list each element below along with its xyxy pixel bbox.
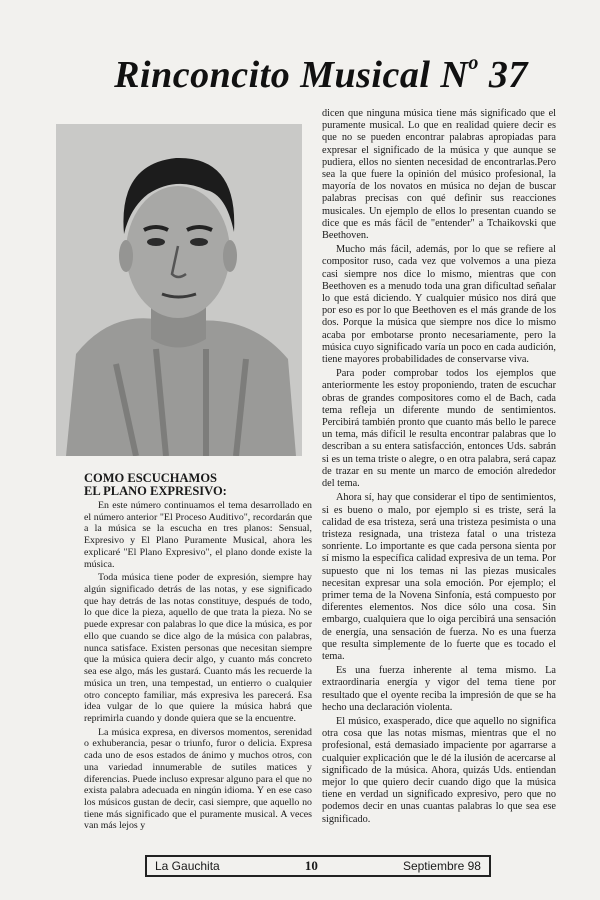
article-column-right — [322, 108, 556, 826]
paragraph: Para poder comprobar todos los ejemplos que anteriormente les estoy proponiendo, traten de escuchar obras de grandes compositores como el de Bach, cada tema refleja un diferente mundo de sentimientos. Percibirá también pronto que cuanto más bello le parece un tema, más difícil le resulta encontrar palabras que lo describan a su entera satisfacción, entonces Uds. sabrán si es un tema triste o alegre, o en otra palabra, será capaz de trazar en su mente un marco de emoción alrededor del tema. — [322, 368, 556, 490]
paragraph: La música expresa, en diversos momentos, serenidad o exhuberancia, pesar o triunfo, furor o delicia. Expresa cada uno de esos estados de ánimo y muchos otros, con una variedad innumerable de sutiles matices y diferencias. Puede incluso expresar alguno para el que no exista palabra adecuada en ningún idioma. Y en ese caso los músicos gustan de decir, casi siempre, que aquello no tiene más significado que el puramente musical. A veces van más lejos y — [84, 726, 312, 832]
issue-date: Septiembre 98 — [402, 859, 481, 873]
page-title: Rinconcito Musical $N^o$ 37 — [114, 52, 528, 96]
paragraph: Mucho más fácil, además, por lo que se refiere al compositor ruso, cada vez que volvemos a una pieza casi siempre nos dice lo mismo, mientras que con Beethoven es a menudo toda una gran dificultad señalar lo que está diciendo. Y cualquier músico nos dirá que por eso es por lo que Beethoven es el más grande de los dos. Porque la música que siempre nos dice lo mismo acaba por embotarse pronto necesariamente, pero la música cuyo significado varía un poco en cada audición, tiene mayores probabilidades de conservarse viva. — [322, 244, 556, 366]
paragraph: El músico, exasperado, dice que aquello no significa otra cosa que las notas mismas, mientras que el no profesional, está demasiado impaciente por agarrarse a cualquier explicación que le dé la ilusión de acercarse al significado de la música. Ahora, quizás Uds. entiendan mejor lo que quiero decir cuando digo que la música tiene en verdad un significado expresivo, pero que no podemos decir en unas cuantas palabras lo que sea ese significado. — [322, 715, 556, 825]
article-heading: COMO ESCUCHAMOS EL PLANO EXPRESIVO: — [84, 471, 227, 498]
page-footer — [145, 855, 491, 877]
paragraph: Es una fuerza inherente al tema mismo. La extraordinaria energía y vigor del tema tiene por resultado que el oyente reciba la impresión de que se ha hecho una declaración violenta. — [322, 665, 556, 713]
paragraph: En este número continuamos el tema desarrollado en el número anterior "El Proceso Auditivo", recordarán que a la música se la escucha en tres planos: Sensual, Expresivo y El Plano Puramente Musical, ahora les explicaré "El Plano Expresivo", el plano donde existe la música. — [84, 500, 312, 570]
paragraph: dicen que ninguna música tiene más significado que el puramente musical. Lo que en realidad quiere decir es que no se pueden encontrar palabras apropiadas para expresar el significado de la música y que aunque se pudiera, ellos no sienten necesidad de encontrarlas.Pero sea la que fuere la opinión del músico profesional, la mayoría de los novatos en música no dejan de buscar palabras precisas con qué definir sus reacciones musicales. Un ejemplo de ellos lo presentan cuando se dice que es más fácil de "entender" a Tchaikovski que Beethoven. — [322, 108, 556, 242]
publication-name: La Gauchita — [155, 859, 220, 873]
author-photo — [56, 124, 302, 456]
paragraph: Ahora sí, hay que considerar el tipo de sentimientos, si es bueno o malo, por ejemplo si es triste, será la calidad de esa tristeza, será una tristeza pesimista o una tristeza resignada, una tristeza fatal o una tristeza sonriente. Lo importante es que cada persona sienta por sí mismo la específica calidad expresiva de un tema. Por supuesto que ni los temas ni las piezas musicales necesitan expresar una sola emoción. Por ejemplo; el primer tema de la Novena Sinfonía, está compuesto por diferentes elementos. Nos dice sólo una cosa. Sin embargo, cualquiera que lo oiga percibirá una sensación de energía, una sensación de fuerza. No es una fuerza que resulta simplemente de lo fuerte que es tocado el tema. — [322, 492, 556, 662]
paragraph: Toda música tiene poder de expresión, siempre hay algún significado detrás de las notas, y ese significado que hay detrás de las notas constituye, después de todo, lo que dice la pieza, aquello de que trata la pieza. No se puede expresar con palabras lo que dice la música, es por ello que cuando se dice algo de la música con palabras, nunca satisface. Existen personas que necesitan siempre que la música quiera decir algo, y cuanto más concreto sea ese algo, más les gustará. Cuanto más les recuerde la música un tren, una tempestad, un entierro o cualquier otro concepto familiar, más expresiva les parecerá. Esa idea vulgar de lo que quiere la música habrá que reprimirla cuando y donde quiera que se la encuentre. — [84, 572, 312, 724]
page-number: 10 — [304, 858, 318, 873]
article-column-left — [84, 472, 312, 832]
